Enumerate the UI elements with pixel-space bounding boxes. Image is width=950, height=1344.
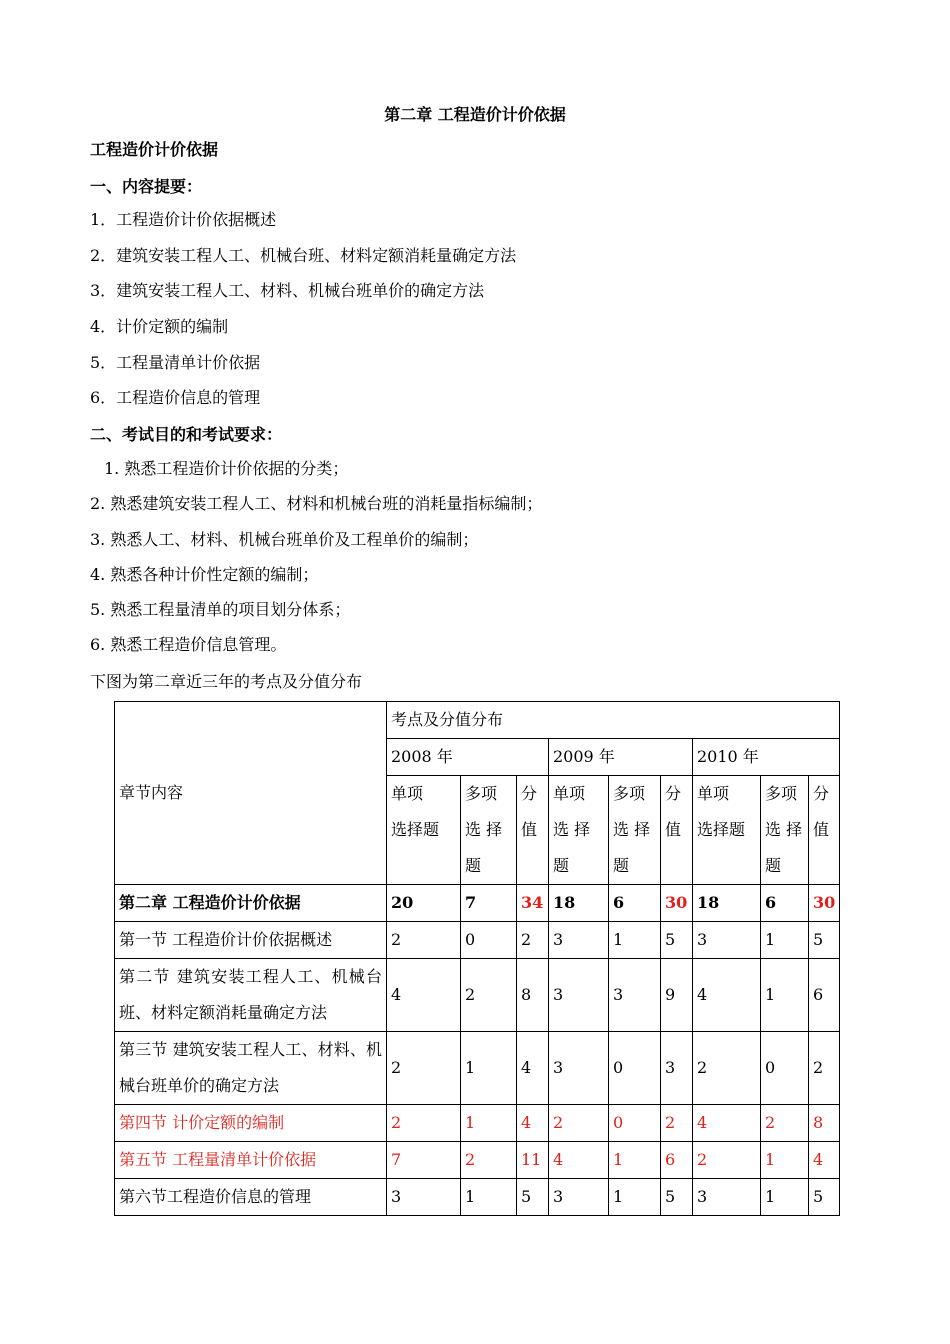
table-row: [115, 1105, 840, 1142]
section1-item: 5．工程量清单计价依据: [90, 353, 261, 372]
cell: 1: [761, 922, 809, 959]
section1-item: 1．工程造价计价依据概述: [90, 210, 277, 229]
cell: 2: [693, 1142, 761, 1179]
sub-header: 多项 选 择 题: [761, 776, 809, 885]
sub-header: 单项 选择题: [387, 776, 461, 885]
cell: 4: [549, 1142, 609, 1179]
cell: 30: [809, 885, 840, 922]
sub-header: 分 值: [517, 776, 549, 885]
cell: 5: [517, 1179, 549, 1216]
cell: 3: [549, 1032, 609, 1105]
row-label: 第二节 建筑安装工程人工、机械台班、材料定额消耗量确定方法: [115, 959, 387, 1032]
cell: 1: [461, 1032, 517, 1105]
section2-item: 2. 熟悉建筑安装工程人工、材料和机械台班的消耗量指标编制；: [90, 494, 543, 513]
cell: 1: [609, 922, 661, 959]
section1-item: 2．建筑安装工程人工、机械台班、材料定额消耗量确定方法: [90, 246, 517, 265]
cell: 3: [549, 959, 609, 1032]
cell: 3: [387, 1179, 461, 1216]
cell: 2: [461, 959, 517, 1032]
table-row: [115, 885, 840, 922]
cell: 20: [387, 885, 461, 922]
section1-item: 6．工程造价信息的管理: [90, 388, 261, 407]
section1-heading: 一、内容提要：: [90, 177, 203, 196]
sub-header: 多项 选 择 题: [461, 776, 517, 885]
cell: 2: [809, 1032, 840, 1105]
sub-header: 分 值: [661, 776, 693, 885]
cell: 3: [609, 959, 661, 1032]
row-label: 第三节 建筑安装工程人工、材料、机械台班单价的确定方法: [115, 1032, 387, 1105]
table-row: [115, 922, 840, 959]
section1-item: 3．建筑安装工程人工、材料、机械台班单价的确定方法: [90, 281, 485, 300]
cell: 18: [693, 885, 761, 922]
table-row: [115, 1032, 840, 1105]
cell: 7: [461, 885, 517, 922]
section2-item: 3. 熟悉人工、材料、机械台班单价及工程单价的编制；: [90, 530, 479, 549]
cell: 0: [609, 1105, 661, 1142]
cell: 5: [661, 922, 693, 959]
cell: 1: [461, 1105, 517, 1142]
cell: 6: [761, 885, 809, 922]
cell: 2: [661, 1105, 693, 1142]
section2-heading: 二、考试目的和考试要求：: [90, 425, 283, 444]
cell: 4: [693, 959, 761, 1032]
cell: 8: [809, 1105, 840, 1142]
cell: 4: [693, 1105, 761, 1142]
section1-item: 4．计价定额的编制: [90, 317, 229, 336]
sub-header: 多项 选 择 题: [609, 776, 661, 885]
cell: 9: [661, 959, 693, 1032]
section2-item: 5. 熟悉工程量清单的项目划分体系；: [90, 600, 351, 619]
cell: 4: [809, 1142, 840, 1179]
cell: 6: [661, 1142, 693, 1179]
cell: 34: [517, 885, 549, 922]
cell: 2: [517, 922, 549, 959]
cell: 1: [461, 1179, 517, 1216]
cell: 30: [661, 885, 693, 922]
cell: 2: [461, 1142, 517, 1179]
sub-header: 单项 选择题: [693, 776, 761, 885]
cell: 18: [549, 885, 609, 922]
cell: 2: [387, 922, 461, 959]
cell: 2: [693, 1032, 761, 1105]
row-label: 第六节工程造价信息的管理: [115, 1179, 387, 1216]
cell: 2: [387, 1105, 461, 1142]
cell: 3: [661, 1032, 693, 1105]
cell: 0: [461, 922, 517, 959]
year-header: 2009 年: [549, 739, 693, 776]
row-label: 第一节 工程造价计价依据概述: [115, 922, 387, 959]
table-row: [115, 1179, 840, 1216]
row-label: 第四节 计价定额的编制: [115, 1105, 387, 1142]
row-label: 第五节 工程量清单计价依据: [115, 1142, 387, 1179]
cell: 4: [387, 959, 461, 1032]
cell: 8: [517, 959, 549, 1032]
sub-header: 分 值: [809, 776, 840, 885]
cell: 6: [609, 885, 661, 922]
cell: 3: [549, 922, 609, 959]
cell: 1: [761, 1142, 809, 1179]
section2-item: 6. 熟悉工程造价信息管理。: [90, 635, 287, 654]
sub-header: 单项 选 择 题: [549, 776, 609, 885]
score-table: [114, 701, 840, 1216]
cell: 4: [517, 1105, 549, 1142]
cell: 0: [609, 1032, 661, 1105]
table-row: [115, 1142, 840, 1179]
cell: 2: [387, 1032, 461, 1105]
chapter-header: 章节内容: [115, 702, 387, 885]
year-header: 2010 年: [693, 739, 840, 776]
cell: 4: [517, 1032, 549, 1105]
table-intro: 下图为第二章近三年的考点及分值分布: [90, 672, 363, 691]
section2-item: 1. 熟悉工程造价计价依据的分类；: [104, 459, 349, 478]
cell: 5: [661, 1179, 693, 1216]
cell: 1: [761, 959, 809, 1032]
cell: 0: [761, 1032, 809, 1105]
section2-item: 4. 熟悉各种计价性定额的编制；: [90, 565, 319, 584]
page-title: 第二章 工程造价计价依据: [384, 105, 566, 124]
table-row: [115, 959, 840, 1032]
cell: 7: [387, 1142, 461, 1179]
year-header: 2008 年: [387, 739, 549, 776]
group-header: 考点及分值分布: [387, 702, 840, 739]
cell: 1: [609, 1142, 661, 1179]
cell: 2: [761, 1105, 809, 1142]
cell: 5: [809, 922, 840, 959]
cell: 2: [549, 1105, 609, 1142]
cell: 3: [693, 1179, 761, 1216]
cell: 3: [693, 922, 761, 959]
cell: 1: [609, 1179, 661, 1216]
cell: 5: [809, 1179, 840, 1216]
cell: 11: [517, 1142, 549, 1179]
row-label: 第二章 工程造价计价依据: [115, 885, 387, 922]
cell: 3: [549, 1179, 609, 1216]
subtitle: 工程造价计价依据: [90, 140, 219, 159]
cell: 6: [809, 959, 840, 1032]
cell: 1: [761, 1179, 809, 1216]
